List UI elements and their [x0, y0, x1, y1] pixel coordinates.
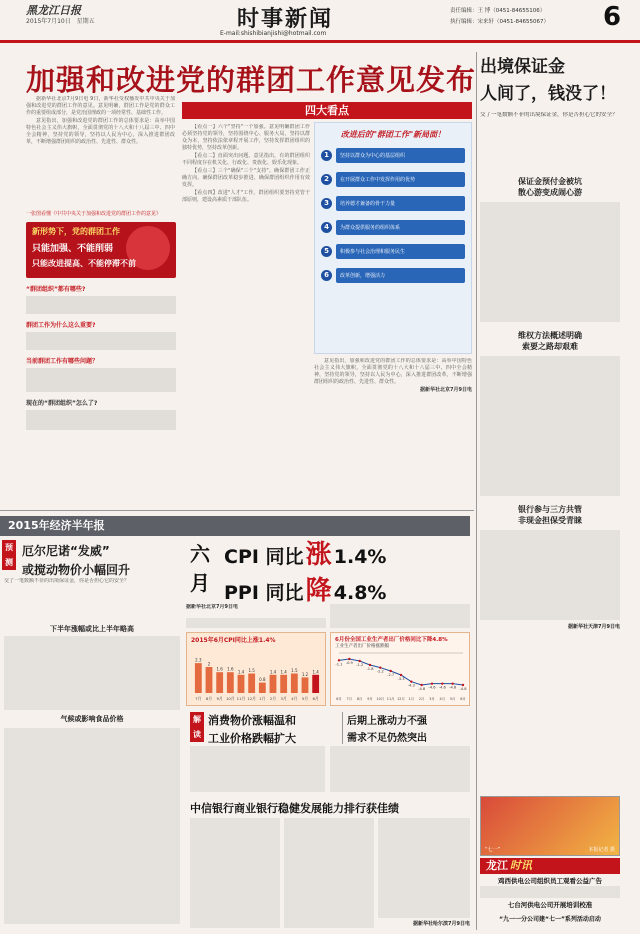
ppi-point: [338, 659, 340, 661]
right-intro: 交了一笔数额不菲的出境保证金，你是否担心它的安全？: [480, 112, 618, 118]
cpi-bar: [216, 672, 223, 693]
side-graphic-caption: 一张图看懂《中共中央关于加强和改进党的群团工作的意见》: [26, 211, 162, 217]
ppi-chart-title: 6月份全国工业生产者出厂价格同比下降4.8%: [335, 637, 448, 643]
six: 六: [190, 542, 210, 566]
ppi-point-value: -4.6: [449, 685, 457, 690]
brand-name: 龙江: [486, 859, 508, 872]
cpi-category-label: 10月: [226, 696, 235, 701]
section-divider: [0, 510, 474, 511]
ppi-point: [410, 680, 412, 682]
ppi-category-label: 10月: [376, 697, 385, 701]
issue-weekday: 星期五: [76, 18, 95, 25]
feature-point-2: 【看点二】直面突出问题。意见指出，有的群团组织不同程度存在机关化、行政化、贵族化、娱乐化现象。: [182, 153, 310, 166]
ppi-point: [420, 684, 422, 686]
interpret-title-2: 工业价格跌幅扩大: [208, 732, 296, 745]
ad-photo: [480, 796, 620, 856]
right-headline-1: 出境保证金: [480, 57, 565, 77]
ppi-category-label: 6月: [460, 697, 466, 701]
prediction-tag-1: 预: [5, 543, 13, 552]
ppi-point-value: -3.3: [397, 677, 405, 681]
lead-paragraph-1: 据新华社北京7月9日电 9日，新华社受权播发中共中央关于加强和改进党的群团工作的意见。意见明确，群团工作是党的群众工作的重要组成部分，是党治国理政的一项经常性、基础性工作。: [26, 96, 175, 116]
bank-headline: 中信银行商业银行稳健发展能力排行获佳绩: [190, 802, 399, 815]
right-subhead-4: 索要之路却艰难: [522, 342, 578, 351]
ppi-point-value: -4.3: [407, 683, 415, 688]
ppi-point: [431, 682, 433, 684]
infographic-item-number: 1: [321, 150, 332, 161]
masthead: [0, 0, 640, 44]
side-graphic: [26, 210, 176, 442]
cpi-category-label: 4月: [291, 696, 298, 701]
infographic-item: [321, 196, 465, 211]
ppi-point: [441, 682, 443, 684]
cpi-bar: [291, 674, 298, 694]
infographic-item-label: 积极参与社会治理和服务民生: [336, 244, 465, 259]
feature-point-4: 【看点四】改进"人才"工作。群团组织要坚持党管干部原则，建设高素质干部队伍。: [182, 190, 310, 203]
infographic-item-number: 3: [321, 198, 332, 209]
cpi-bar: [259, 683, 266, 693]
brief-2-title: 七台河供电公司开展培训校准: [507, 901, 593, 909]
feature-point-1: 【看点一】六个"坚持"一个加强。意见明确群团工作必须坚持党的领导，坚持围绕中心、服务大局，坚持以群众为本，坚持依法依章程开展工作，坚持发挥群团组织的独特优势，坚持改革创新。: [182, 124, 310, 151]
page-number: 6: [603, 2, 622, 32]
infographic-list: [321, 148, 465, 283]
ppi-point-value: -4.6: [428, 685, 436, 690]
right-bank-title-2: 非现金担保受青睐: [518, 516, 582, 525]
cpi-bar: [227, 672, 234, 693]
infographic-item-label: 培养德才兼备的骨干力量: [336, 196, 465, 211]
ppi-chart: [330, 632, 470, 706]
brand-tail: 时讯: [509, 859, 532, 872]
section-title: 时事新闻: [237, 7, 334, 32]
big-text-3: 只能改进提高、不能停滞不前: [32, 259, 136, 268]
ppi-point-value: -4.6: [438, 685, 446, 690]
prediction-title: [22, 542, 182, 578]
cpi-bar-value: 2: [207, 661, 211, 667]
ppi-prefix: PPI 同比: [224, 582, 304, 604]
ppi-point-value: -4.8: [459, 687, 467, 691]
side-q1: “群团组织”都有哪些?: [26, 286, 86, 293]
feature-body: [182, 124, 310, 444]
paper-name: 黑龙江日报: [26, 4, 81, 17]
ppi-point-value: -1.8: [366, 667, 374, 671]
cpi-dateline: 据新华社北京7月9日电: [186, 604, 238, 610]
cpi-bar-value: 1.5: [291, 668, 298, 673]
bank-dateline: 据新华社哈尔滨7月9日电: [413, 921, 470, 927]
ppi-category-label: 11月: [386, 697, 395, 701]
ppi-category-label: 4月: [439, 697, 446, 701]
ppi-point-value: -2.7: [387, 673, 395, 677]
ppi-point: [348, 658, 350, 660]
ppi-category-label: 5月: [449, 697, 456, 701]
side-q2: 群团工作为什么这么重要?: [26, 322, 96, 329]
section-email: E-mail:shishibianjishi@hotmail.com: [220, 30, 327, 37]
interpret-tag: [190, 712, 204, 742]
side-q3: 当前群团工作有哪些问题？: [26, 358, 99, 365]
cpi-bar: [248, 674, 255, 694]
interpret-tag-2: 读: [193, 730, 201, 739]
right-column: [480, 52, 620, 792]
issue-date: 2015年7月10日: [26, 18, 71, 25]
interpret-title-3: 后期上涨动力不强: [347, 716, 427, 727]
ppi-point-value: -1.1: [335, 662, 343, 667]
ppi-point-value: -2.2: [376, 669, 384, 674]
photo-credit: 本报记者 摄: [588, 847, 615, 853]
ppi-point-value: -0.9: [345, 661, 353, 665]
cpi-prefix: CPI 同比: [224, 546, 304, 568]
infographic: [314, 122, 472, 354]
ppi-category-label: 1月: [408, 697, 415, 701]
cpi-bar: [312, 675, 319, 693]
cpi-bar-value: 2.3: [195, 657, 202, 663]
ppi-category-label: 8月: [356, 697, 363, 701]
ppi-category-label: 2月: [418, 697, 425, 701]
infographic-item-label: 为群众提供服务的组织体系: [336, 220, 465, 235]
side-graphic-banner: [26, 222, 176, 278]
ppi-line-chart: [333, 649, 469, 701]
cpi-headline: [224, 534, 386, 571]
masthead-rule: [0, 40, 640, 43]
lead-headline: 加强和改进党的群团工作意见发布: [26, 63, 477, 97]
prediction-tag-2: 测: [5, 558, 13, 567]
cpi-bar-chart: [189, 646, 325, 702]
infographic-item-label: 改革创新，增强活力: [336, 268, 465, 283]
cpi-category-label: 9月: [216, 696, 223, 701]
infographic-title: 改进后的"群团工作"新局面！: [340, 130, 446, 139]
feature-title-bar: [182, 102, 472, 119]
prediction-title-2: 或搅动物价小幅回升: [22, 563, 131, 577]
lead-continuation: [314, 358, 472, 442]
lead-paragraph-2: 意见指出，加强和改进党的群团工作的总体要求是：高举中国特色社会主义伟大旗帜，全面贯彻党的十八大和十八届三中、四中全会精神，坚持党的领导，坚持以人民为中心，深入推进群团改革，不断增强群团组织的政治性、先进性、群众性。: [26, 118, 175, 145]
cpi-bar-value: 1.4: [280, 669, 287, 675]
cpi-category-label: 5月: [301, 696, 309, 701]
prediction-sub-1: 下半年涨幅或比上半年略高: [50, 625, 134, 633]
brief-1-title: 鸡西供电公司组织员工观看公益广告: [498, 877, 602, 885]
cpi-verb: 涨: [305, 540, 332, 570]
right-bank-title-1: 银行参与三方共管: [518, 505, 582, 514]
infographic-item-label: 在开展群众工作中发挥作用的优势: [336, 172, 465, 187]
ppi-headline: [224, 570, 386, 607]
cpi-category-label: 7月: [195, 696, 202, 701]
cpi-category-label: 11月: [236, 696, 246, 701]
ppi-point: [389, 670, 391, 672]
econ-banner: [0, 516, 470, 536]
big-text-2: 只能加强、不能削弱: [32, 244, 114, 254]
right-subhead-2: 散心游变成闹心游: [518, 188, 582, 197]
right-headline-2: 人间了，钱没了！: [480, 84, 616, 104]
infographic-item: [321, 244, 465, 259]
infographic-item: [321, 268, 465, 283]
cpi-bar-value: 0.8: [259, 677, 266, 683]
cpi-bar-value: 1.4: [269, 669, 277, 675]
cpi-category-label: 1月: [259, 696, 266, 701]
cpi-bar: [280, 675, 287, 693]
ppi-point: [358, 660, 360, 662]
ppi-point: [379, 666, 381, 668]
editor-line: 责任编辑：王 博（0451-84655106）: [450, 8, 546, 14]
feature-point-3: 【看点三】三个"确保"三个"支持"。确保群团工作正确方向、确保群团改革稳步推进、确保群团组织作用有效发挥。: [182, 168, 310, 188]
ppi-point: [462, 684, 464, 686]
cpi-bar: [206, 667, 213, 693]
cpi-chart: [186, 632, 326, 706]
interpret-title-left: [208, 712, 338, 746]
lead-continuation-text: 意见指出，加强和改进党的群团工作的总体要求是：高举中国特色社会主义伟大旗帜，全面贯彻党的十八大和十八届三中、四中全会精神，坚持党的领导，坚持以人民为中心，深入推进群团改革，不断增强群团组织的政治性、先进性、群众性。: [314, 358, 472, 385]
lead-dateline: 据新华社北京7月9日电: [420, 387, 472, 393]
ppi-point: [369, 664, 371, 666]
ad-caption: “七一”: [485, 847, 501, 853]
cpi-bar-value: 1.6: [227, 666, 234, 672]
infographic-item-number: 5: [321, 246, 332, 257]
big-text-1: 新形势下，党的群团工作: [32, 227, 120, 236]
ppi-verb: 降: [305, 576, 332, 606]
cpi-chart-title: 2015年6月CPI同比上涨1.4%: [191, 637, 276, 644]
econ-banner-text: 2015年经济半年报: [8, 519, 105, 532]
cpi-category-label: 12月: [247, 696, 256, 701]
cpi-category-label: 2月: [269, 696, 277, 701]
prediction-tag: [2, 540, 16, 570]
cpi-bar-value: 1.4: [312, 669, 319, 675]
interpret-tag-1: 解: [193, 715, 201, 724]
cpi-category-label: 8月: [205, 696, 213, 701]
side-q4: 现在的“群团组织”怎么了?: [26, 400, 98, 407]
ppi-point-value: -4.8: [418, 687, 426, 691]
brand-bar: [480, 858, 620, 874]
ppi-point-value: -1.2: [356, 663, 364, 667]
infographic-item-number: 4: [321, 222, 332, 233]
infographic-item: [321, 220, 465, 235]
ppi-category-label: 7月: [346, 697, 353, 701]
cpi-bar: [270, 675, 277, 693]
ppi-category-label: 9月: [367, 697, 373, 701]
infographic-item-number: 6: [321, 270, 332, 281]
interpret-title-1: 消费物价涨幅温和: [208, 714, 296, 727]
cpi-bar-value: 1.5: [248, 668, 255, 673]
prediction-body-1: 交了一笔数额不菲的出境保证金，你是否担心它的安全？: [4, 578, 130, 584]
interpret-title-right: [342, 712, 472, 744]
right-subhead-1: 保证金预付金被坑: [518, 177, 582, 186]
cpi-value: 1.4%: [333, 546, 387, 568]
cpi-category-label: 6月: [312, 696, 319, 701]
exec-editor-line: 执行编辑：宋来轩（0451-84655067）: [450, 19, 549, 25]
right-dateline: 据新华社天津7月9日电: [568, 624, 620, 630]
infographic-item-label: 坚持以群众为中心的基层组织: [336, 148, 465, 163]
cpi-bar-value: 1.6: [216, 666, 223, 672]
interpret-title-4: 需求不足仍然突出: [347, 733, 427, 744]
lead-body: [26, 96, 175, 206]
infographic-item: [321, 172, 465, 187]
feature-title: 四大看点: [305, 104, 349, 117]
ppi-category-label: 12月: [397, 697, 405, 701]
right-subhead-3: 维权方法概述明确: [518, 331, 582, 340]
prediction-title-1: 厄尔尼诺“发威”: [22, 544, 110, 558]
month: 月: [190, 571, 210, 595]
cpi-bar: [302, 677, 309, 693]
cpi-bar: [195, 663, 202, 693]
brief-3-title: “九一一分公司建“七一”系列活动启动: [499, 916, 601, 923]
infographic-item-number: 2: [321, 174, 332, 185]
column-divider: [476, 52, 477, 930]
ppi-category-label: 3月: [429, 697, 435, 701]
ppi-value: 4.8%: [333, 582, 387, 604]
cpi-bar: [238, 675, 245, 693]
six-month-label: [190, 538, 218, 596]
ppi-point: [400, 674, 402, 676]
ppi-point: [451, 682, 453, 684]
cpi-bar-value: 1.4: [237, 669, 245, 675]
prediction-sub-2: 气候或影响食品价格: [60, 715, 124, 723]
cpi-bar-value: 1.2: [301, 671, 309, 677]
ppi-category-label: 6月: [336, 697, 342, 701]
ppi-chart-subtitle: 工业生产者出厂价格涨跌幅: [335, 644, 389, 649]
cpi-category-label: 3月: [280, 696, 287, 701]
infographic-item: [321, 148, 465, 163]
